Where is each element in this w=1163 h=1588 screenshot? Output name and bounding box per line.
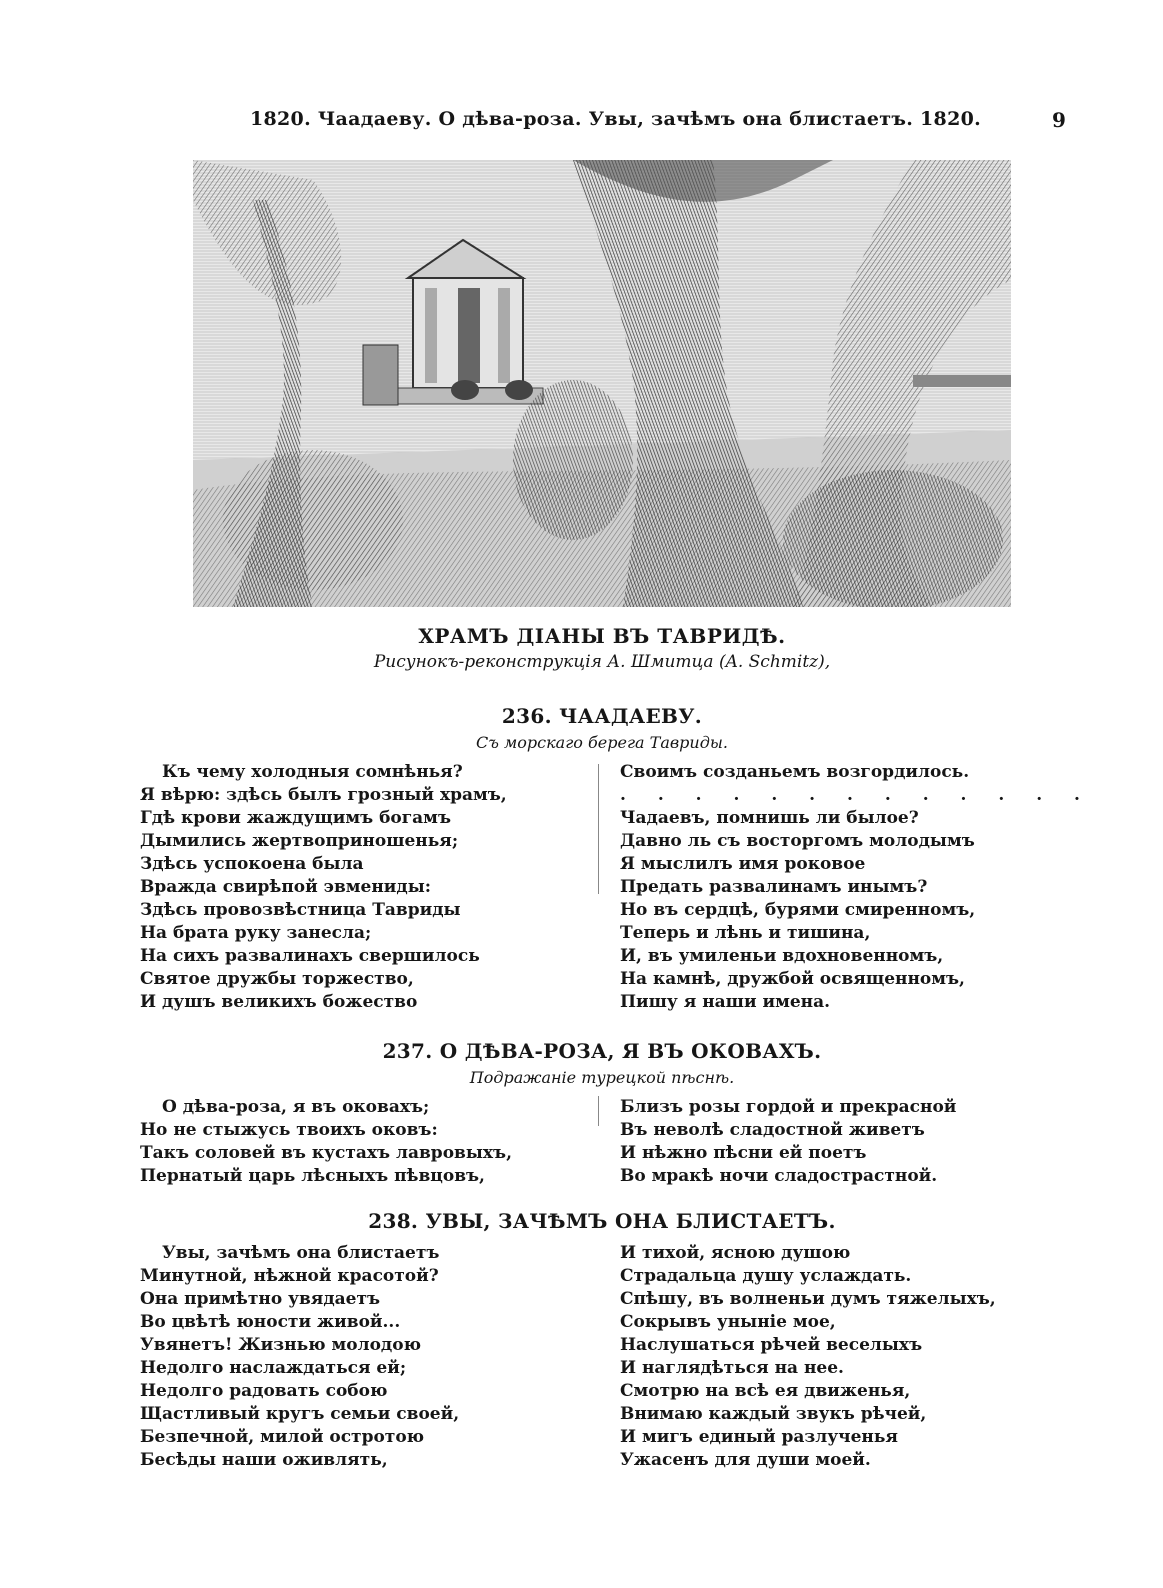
- poem-237-title: 237. О ДѢВА-РОЗА, Я ВЪ ОКОВАХЪ.: [382, 1039, 822, 1063]
- verse-line: Минутной, нѣжной красотой?: [140, 1266, 439, 1286]
- verse-line: Я мыслилъ имя роковое: [620, 854, 866, 874]
- verse-line: На брата руку занесла;: [140, 923, 372, 943]
- verse-line: И, въ умиленьи вдохновенномъ,: [620, 946, 944, 966]
- temple-of-diana-engraving: [193, 160, 1011, 607]
- verse-line: Смотрю на всѣ ея движенья,: [620, 1381, 911, 1401]
- verse-line: Увянетъ! Жизнью молодою: [140, 1335, 422, 1355]
- column-divider: [598, 764, 599, 894]
- verse-line: Своимъ созданьемъ возгордилось.: [620, 762, 970, 782]
- verse-line: На сихъ развалинахъ свершилось: [140, 946, 480, 966]
- verse-line: Наслушаться рѣчей веселыхъ: [620, 1335, 923, 1355]
- verse-line: Безпечной, милой остротою: [140, 1427, 425, 1447]
- verse-line: О дѣва-роза, я въ оковахъ;: [162, 1097, 430, 1117]
- verse-line: Пернатый царь лѣсныхъ пѣвцовъ,: [140, 1166, 485, 1186]
- verse-line: Во мракѣ ночи сладострастной.: [620, 1166, 938, 1186]
- verse-line: Я вѣрю: здѣсь былъ грозный храмъ,: [140, 785, 507, 805]
- verse-line: И тихой, ясною душою: [620, 1243, 851, 1263]
- verse-line: Увы, зачѣмъ она блистаетъ: [162, 1243, 440, 1263]
- verse-line: Внимаю каждый звукъ рѣчей,: [620, 1404, 927, 1424]
- verse-line: И душъ великихъ божество: [140, 992, 418, 1012]
- poem-236-subtitle: Съ морскаго берега Тавриды.: [476, 733, 728, 752]
- verse-line: Пишу я наши имена.: [620, 992, 831, 1012]
- verse-line: Теперь и лѣнь и тишина,: [620, 923, 871, 943]
- verse-line: Такъ соловей въ кустахъ лавровыхъ,: [140, 1143, 512, 1163]
- verse-line: Страдальца душу услаждать.: [620, 1266, 912, 1286]
- column-divider: [598, 1096, 599, 1126]
- poem-236-right-column: [620, 761, 1093, 1014]
- running-head: 1820. Чаадаеву. О дѣва-роза. Увы, зачѣмъ она блистаетъ. 1820.: [250, 108, 982, 130]
- verse-line: Во цвѣтѣ юности живой...: [140, 1312, 401, 1332]
- poem-237-subtitle: Подражаніе турецкой пѣснѣ.: [469, 1068, 735, 1087]
- poem-236-left-column: [140, 761, 507, 1014]
- verse-line: Предать развалинамъ инымъ?: [620, 877, 928, 897]
- verse-line: Сокрывъ уныніе мое,: [620, 1312, 836, 1332]
- verse-line: Святое дружбы торжество,: [140, 969, 414, 989]
- verse-line: Чадаевъ, помнишь ли былое?: [620, 808, 919, 828]
- verse-line: Бесѣды наши оживлять,: [140, 1450, 388, 1470]
- verse-line: Гдѣ крови жаждущимъ богамъ: [140, 808, 451, 828]
- poem-237-right-column: [620, 1096, 956, 1188]
- verse-line: Она примѣтно увядаетъ: [140, 1289, 381, 1309]
- verse-line: И наглядѣться на нее.: [620, 1358, 844, 1378]
- verse-line: Дымились жертвоприношенья;: [140, 831, 459, 851]
- verse-line: Ужасенъ для души моей.: [620, 1450, 871, 1470]
- verse-line: Щастливый кругъ семьи своей,: [140, 1404, 460, 1424]
- page-number: 9: [1052, 108, 1066, 132]
- verse-line: Здѣсь успокоена была: [140, 854, 364, 874]
- verse-line: Къ чему холодныя сомнѣнья?: [162, 762, 463, 782]
- illustration-caption-title: ХРАМЪ ДІАНЫ ВЪ ТАВРИДѢ.: [418, 624, 786, 648]
- verse-line: Но въ сердцѣ, бурями смиренномъ,: [620, 900, 976, 920]
- poem-238-left-column: [140, 1242, 459, 1472]
- verse-line: Близъ розы гордой и прекрасной: [620, 1097, 957, 1117]
- verse-line: На камнѣ, дружбой освященномъ,: [620, 969, 965, 989]
- verse-line: Давно ль съ восторгомъ молодымъ: [620, 831, 975, 851]
- verse-line: Недолго радовать собою: [140, 1381, 388, 1401]
- verse-line: Здѣсь провозвѣстница Тавриды: [140, 900, 461, 920]
- verse-line: Въ неволѣ сладостной живетъ: [620, 1120, 925, 1140]
- poem-238-right-column: [620, 1242, 996, 1472]
- illustration-caption-credit: Рисунокъ-реконструкція А. Шмитца (A. Schmitz),: [373, 652, 831, 672]
- verse-line: Недолго наслаждаться ей;: [140, 1358, 407, 1378]
- verse-line: Спѣшу, въ волненьи думъ тяжелыхъ,: [620, 1289, 996, 1309]
- poem-237-left-column: [140, 1096, 512, 1188]
- verse-line: И мигъ единый разлученья: [620, 1427, 898, 1447]
- poem-236-title: 236. ЧААДАЕВУ.: [501, 704, 703, 728]
- verse-line: Но не стыжусь твоихъ оковъ:: [140, 1120, 438, 1140]
- verse-line: Вражда свирѣпой эвмениды:: [140, 877, 432, 897]
- verse-ellipsis: . . . . . . . . . . . . .: [620, 785, 1093, 805]
- poem-238-title: 238. УВЫ, ЗАЧѢМЪ ОНА БЛИСТАЕТЪ.: [368, 1209, 836, 1233]
- verse-line: И нѣжно пѣсни ей поетъ: [620, 1143, 867, 1163]
